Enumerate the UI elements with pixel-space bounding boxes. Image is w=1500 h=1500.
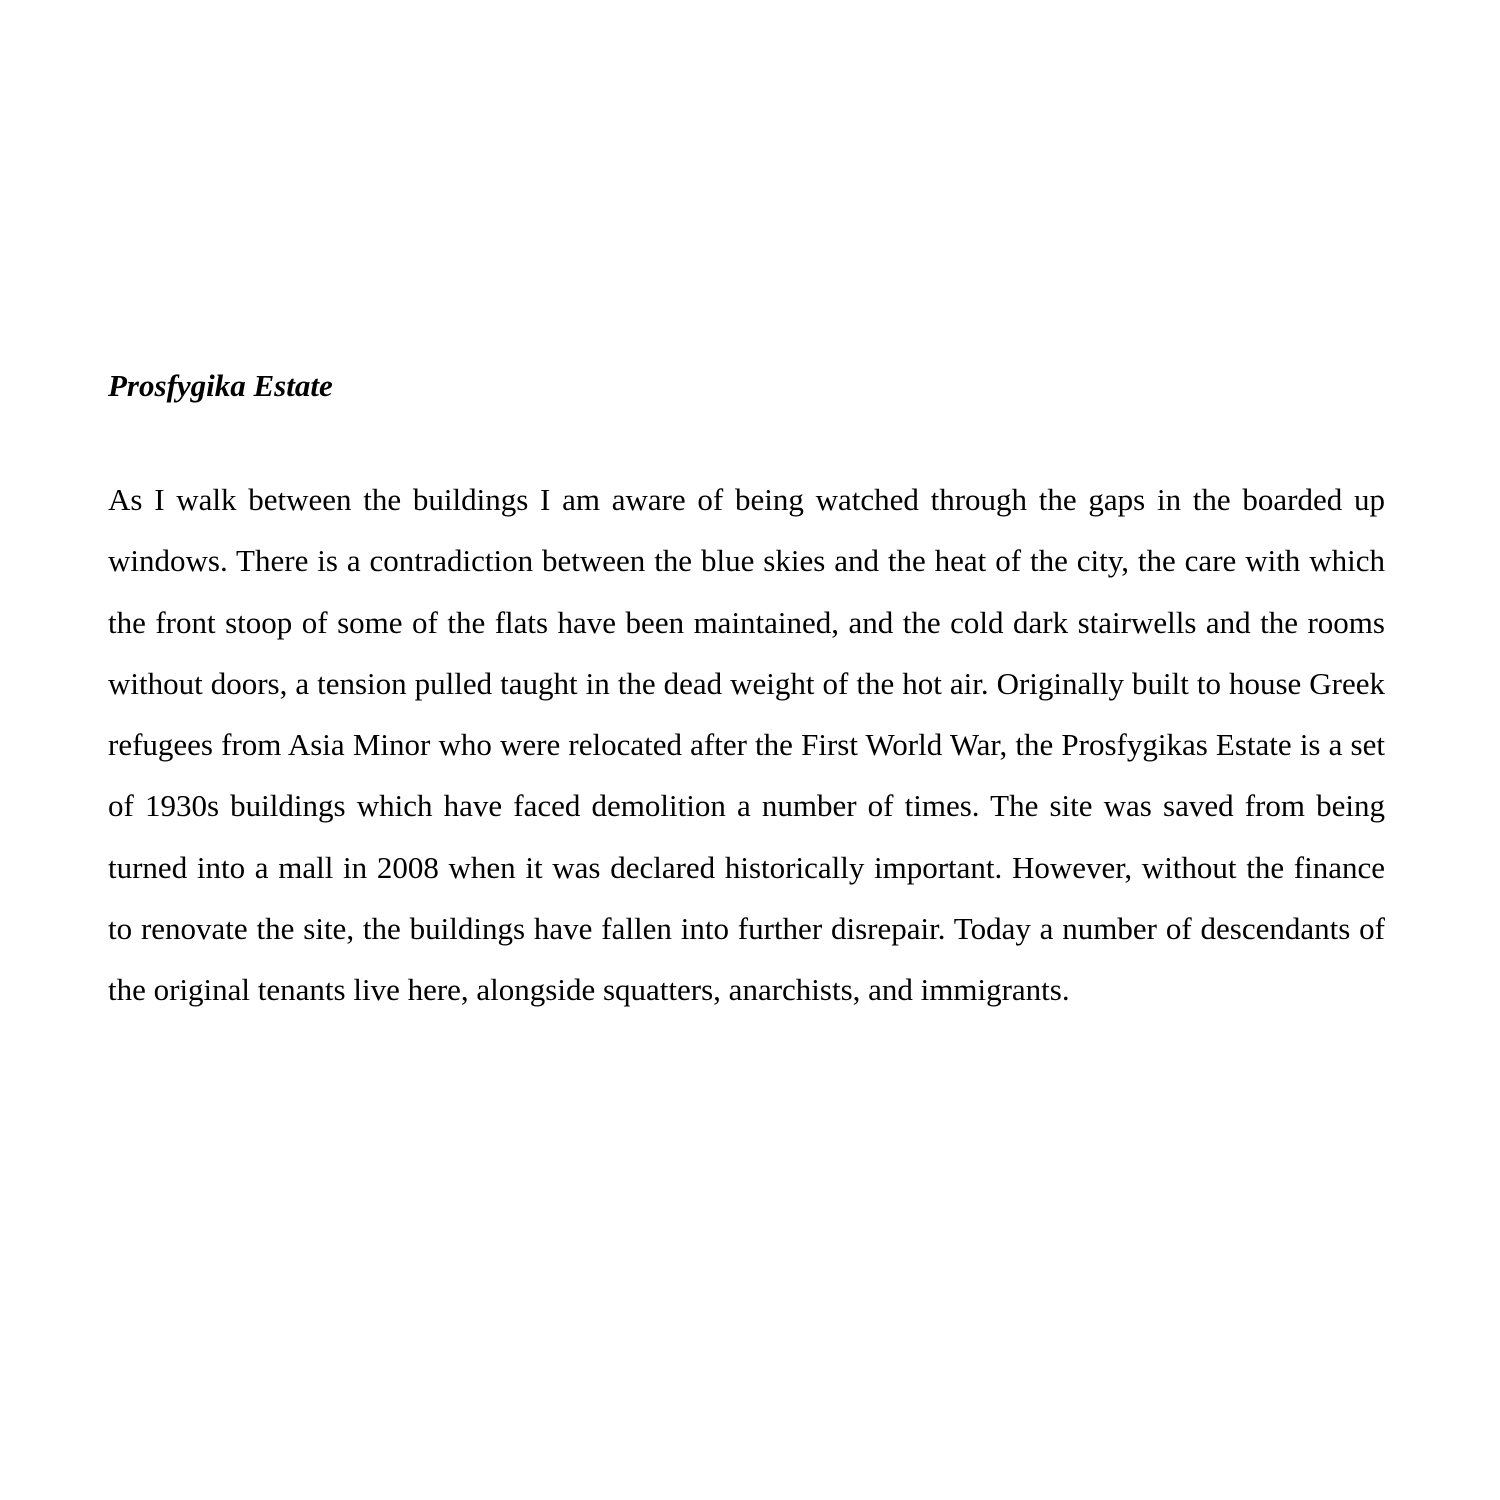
document-title: Prosfygika Estate — [108, 368, 333, 403]
document-paragraph: As I walk between the buildings I am aware of being watched through the gaps in the boarded up windows. There is a contradiction between the blue skies and the heat of the city, the care with which the front stoop of some of the flats have been maintained, and the cold dark stairwells and the rooms without doors, a tension pulled taught in the dead weight of the hot air. Originally built to house Greek refugees from Asia Minor who were relocated after the First World War, the Prosfygikas Estate is a set of 1930s buildings which have faced demolition a number of times. The site was saved from being turned into a mall in 2008 when it was declared historically important. However, without the finance to renovate the site, the buildings have fallen into further disrepair. Today a number of descendants of the original tenants live here, alongside squatters, anarchists, and immigrants. — [108, 482, 1385, 1008]
